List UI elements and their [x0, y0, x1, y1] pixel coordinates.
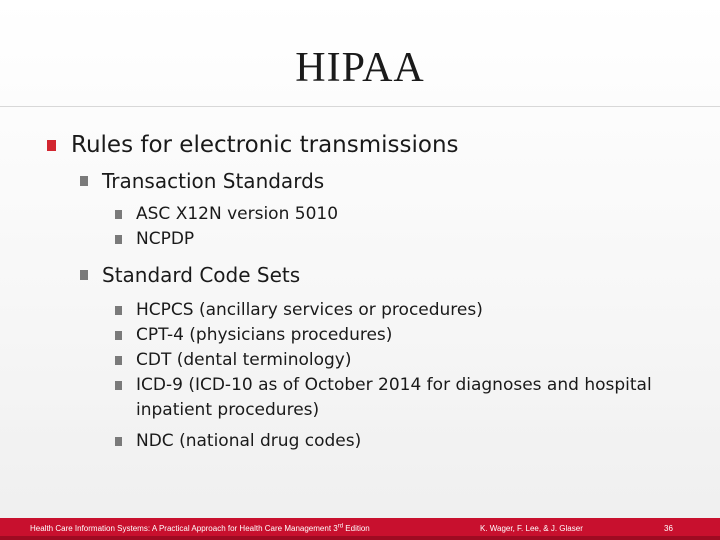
square-bullet-icon — [115, 437, 122, 446]
bullet-list — [0, 128, 710, 454]
footer-book-title-text: Health Care Information Systems: A Practical Approach for Health Care Management 3 — [30, 524, 338, 533]
bullet-item — [115, 227, 710, 252]
square-bullet-icon — [115, 356, 122, 365]
bullet-text: CDT (dental terminology) — [136, 350, 352, 370]
square-bullet-icon — [80, 270, 88, 280]
footer-band — [0, 536, 720, 540]
bullet-text: NDC (national drug codes) — [136, 431, 362, 451]
bullet-item — [80, 260, 710, 290]
bullet-text: HCPCS (ancillary services or procedures) — [136, 300, 483, 320]
footer-page-number: 36 — [664, 524, 673, 533]
square-bullet-icon — [115, 235, 122, 244]
title-divider — [0, 106, 720, 107]
footer-authors: K. Wager, F. Lee, & J. Glaser — [480, 524, 583, 533]
bullet-item — [80, 166, 710, 196]
square-bullet-icon — [115, 210, 122, 219]
square-bullet-icon — [115, 381, 122, 390]
bullet-text: Standard Code Sets — [102, 263, 301, 287]
square-bullet-icon — [47, 140, 56, 151]
square-bullet-icon — [115, 306, 122, 315]
bullet-item — [115, 348, 710, 373]
square-bullet-icon — [80, 176, 88, 186]
footer-edition-word: Edition — [343, 524, 370, 533]
bullet-text: Transaction Standards — [102, 169, 325, 193]
bullet-text: NCPDP — [136, 229, 195, 249]
bullet-text: Rules for electronic transmissions — [71, 132, 459, 158]
square-bullet-icon — [115, 331, 122, 340]
bullet-item — [115, 202, 710, 227]
slide-title: HIPAA — [295, 45, 425, 91]
bullet-text: ASC X12N version 5010 — [136, 204, 339, 224]
bullet-item — [115, 323, 710, 348]
bullet-text: ICD-9 (ICD-10 as of October 2014 for diagnoses and hospital inpatient procedures) — [136, 375, 652, 420]
bullet-item — [47, 128, 710, 162]
bullet-item — [115, 373, 676, 423]
bullet-item — [115, 298, 710, 323]
bullet-text: CPT-4 (physicians procedures) — [136, 325, 393, 345]
footer-edition-suffix: rd — [337, 523, 344, 530]
bullet-item — [115, 429, 710, 454]
